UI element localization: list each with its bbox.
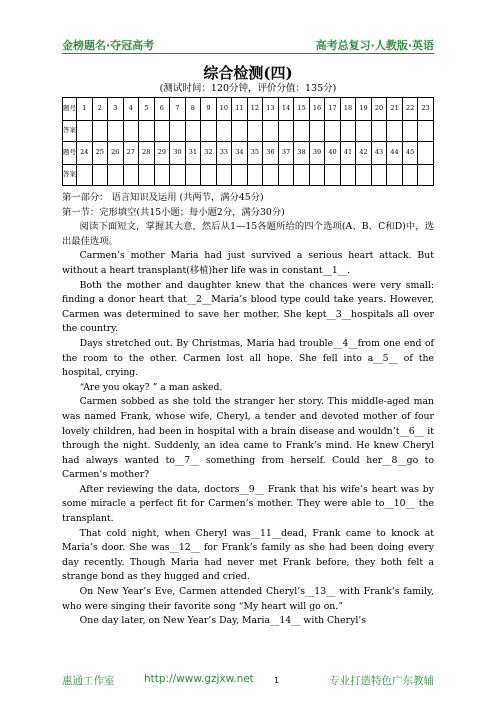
answer-cell — [185, 165, 201, 186]
paragraph: Carmen sobbed as she told the stranger her story. This middle-aged man was named Frank, whose wife, Cheryl, a tender and devoted mother of four lovely children, had been in hospital with a brain disease and wouldn’t__6__ it through the night. Suddenly, an idea came to Frank’s mind. He knew Cheryl had always wanted to__7__ something from herself. Could her__8__go to Carmen’s mother? — [62, 396, 434, 481]
answer-cell — [216, 121, 232, 142]
answer-cell — [232, 165, 248, 186]
paragraph: One day later, on New Year’s Day, Maria__14__ with Cheryl’s — [79, 615, 367, 627]
answer-table-answer-row-1 — [63, 121, 434, 142]
question-number-cell: 30 — [170, 142, 186, 165]
question-number-cell: 11 — [232, 98, 248, 121]
question-number-cell: 25 — [92, 142, 108, 165]
footer-right: 专业打造特色广东教辅 — [329, 675, 434, 687]
answer-cell — [371, 165, 387, 186]
page-header — [62, 33, 434, 51]
paragraph: That cold night, when Cheryl was__11__dead, Frank came to knock at Maria’s door. She was__12__ for Frank’s family as she had been doing every day recently. Though Maria had never met Frank before, they both felt a strange bond as they hugged and cried. — [62, 527, 434, 583]
answer-cell — [139, 121, 155, 142]
answer-cell — [325, 121, 341, 142]
instructions: 阅读下面短文，掌握其大意，然后从1—15各题所给的四个选项(A、B、C和D)中，选出最佳选项。 — [62, 221, 434, 247]
answer-cell — [340, 121, 356, 142]
answer-cell — [340, 165, 356, 186]
question-number-cell: 13 — [263, 98, 279, 121]
answer-cell — [263, 165, 279, 186]
answer-cell — [201, 121, 217, 142]
answer-cell — [77, 121, 93, 142]
answer-cell — [402, 121, 418, 142]
document-body — [62, 191, 434, 629]
answer-cell — [294, 121, 310, 142]
answer-cell — [418, 121, 434, 142]
question-number-cell: 6 — [154, 98, 170, 121]
header-left: 金榜题名·夺冠高考 — [62, 39, 155, 52]
question-number-cell: 37 — [278, 142, 294, 165]
section-heading: 第一部分： 语言知识及运用 (共两节，满分45分) — [62, 192, 264, 203]
question-number-cell: 20 — [371, 98, 387, 121]
question-number-cell: 10 — [216, 98, 232, 121]
page-title: 综合检测(四) — [203, 64, 293, 82]
question-number-cell: 19 — [356, 98, 372, 121]
answer-cell — [201, 165, 217, 186]
answer-cell — [387, 165, 403, 186]
question-number-cell: 27 — [123, 142, 139, 165]
answer-cell — [170, 165, 186, 186]
answer-cell — [247, 121, 263, 142]
answer-cell — [309, 121, 325, 142]
paragraph: After reviewing the data, doctors__9__ Frank that his wife’s heart was by some miracle a perfect fit for Carmen’s mother. They were able to__10__ the transplant. — [62, 483, 434, 525]
page-number: 1 — [274, 676, 280, 685]
answer-table-number-row-1 — [63, 98, 434, 121]
footer-url[interactable]: http://www.gzjxw.net — [144, 673, 254, 685]
question-number-cell: 3 — [108, 98, 124, 121]
header-right: 高考总复习·人教版·英语 — [315, 39, 434, 52]
question-number-cell: 45 — [402, 142, 418, 165]
paragraph: Carmen’s mother Maria had just survived a serious heart attack. But without a heart transplant(移植)her life was in constant__1__. — [62, 250, 434, 276]
question-number-cell: 31 — [185, 142, 201, 165]
answer-cell — [294, 165, 310, 186]
question-number-cell: 2 — [92, 98, 108, 121]
answer-cell — [263, 121, 279, 142]
question-number-cell: 43 — [371, 142, 387, 165]
question-number-cell: 40 — [325, 142, 341, 165]
answer-cell — [92, 165, 108, 186]
answer-cell — [278, 121, 294, 142]
paragraph: Both the mother and daughter knew that the chances were very small: finding a donor heart that__2__Maria’s blood type could take years. However, Carmen was determined to save her mother. She kept__3__hospitals all over the country. — [62, 279, 434, 335]
subsection-heading: 第一节：完形填空(共15小题；每小题2分，满分30分) — [62, 206, 285, 218]
answer-cell — [247, 165, 263, 186]
question-number-cell: 29 — [154, 142, 170, 165]
question-number-cell: 36 — [263, 142, 279, 165]
answer-table-answer-row-2 — [63, 165, 434, 186]
row-label: 题号 — [63, 98, 77, 121]
question-number-cell: 12 — [247, 98, 263, 121]
question-number-cell: 7 — [170, 98, 186, 121]
question-number-cell: 22 — [402, 98, 418, 121]
row-label: 答案 — [63, 121, 77, 142]
question-number-cell: 39 — [309, 142, 325, 165]
answer-cell — [123, 121, 139, 142]
answer-cell — [123, 165, 139, 186]
question-number-cell: 34 — [232, 142, 248, 165]
question-number-cell: 23 — [418, 98, 434, 121]
empty-cell — [418, 142, 434, 165]
answer-cell — [154, 121, 170, 142]
question-number-cell: 38 — [294, 142, 310, 165]
answer-cell — [309, 165, 325, 186]
footer-left: 惠通工作室 — [62, 675, 115, 687]
question-number-cell: 4 — [123, 98, 139, 121]
paragraph: Days stretched out. By Christmas, Maria had trouble__4__from one end of the room to the other. Carmen lost all hope. She fell into a__5__ of the hospital, crying. — [62, 337, 434, 379]
answer-cell — [77, 165, 93, 186]
answer-cell — [371, 121, 387, 142]
question-number-cell: 5 — [139, 98, 155, 121]
paragraph: “Are you okay? ” a man asked. — [79, 381, 223, 393]
answer-cell — [154, 165, 170, 186]
answer-cell — [108, 165, 124, 186]
answer-cell — [387, 121, 403, 142]
question-number-cell: 32 — [201, 142, 217, 165]
answer-cell — [232, 121, 248, 142]
question-number-cell: 8 — [185, 98, 201, 121]
page-subtitle: (测试时间：120分钟，评价分值：135分) — [159, 83, 337, 94]
question-number-cell: 9 — [201, 98, 217, 121]
answer-cell — [170, 121, 186, 142]
header-rule — [62, 53, 434, 54]
row-label: 题号 — [63, 142, 77, 165]
question-number-cell: 42 — [356, 142, 372, 165]
question-number-cell: 41 — [340, 142, 356, 165]
answer-table — [62, 97, 434, 186]
answer-cell — [185, 121, 201, 142]
answer-cell — [402, 165, 418, 186]
answer-table-number-row-2 — [63, 142, 434, 165]
empty-cell — [418, 165, 434, 186]
answer-cell — [216, 165, 232, 186]
answer-cell — [139, 165, 155, 186]
question-number-cell: 16 — [309, 98, 325, 121]
question-number-cell: 18 — [340, 98, 356, 121]
question-number-cell: 24 — [77, 142, 93, 165]
question-number-cell: 44 — [387, 142, 403, 165]
answer-cell — [92, 121, 108, 142]
answer-cell — [278, 165, 294, 186]
question-number-cell: 15 — [294, 98, 310, 121]
question-number-cell: 33 — [216, 142, 232, 165]
question-number-cell: 26 — [108, 142, 124, 165]
answer-cell — [108, 121, 124, 142]
answer-cell — [356, 121, 372, 142]
question-number-cell: 14 — [278, 98, 294, 121]
question-number-cell: 21 — [387, 98, 403, 121]
question-number-cell: 35 — [247, 142, 263, 165]
paragraph: On New Year’s Eve, Carmen attended Cheryl’s__13__ with Frank’s family, who were singing their favorite song “My heart will go on.” — [62, 586, 434, 612]
answer-cell — [325, 165, 341, 186]
question-number-cell: 1 — [77, 98, 93, 121]
answer-cell — [356, 165, 372, 186]
question-number-cell: 17 — [325, 98, 341, 121]
row-label: 答案 — [63, 165, 77, 186]
question-number-cell: 28 — [139, 142, 155, 165]
